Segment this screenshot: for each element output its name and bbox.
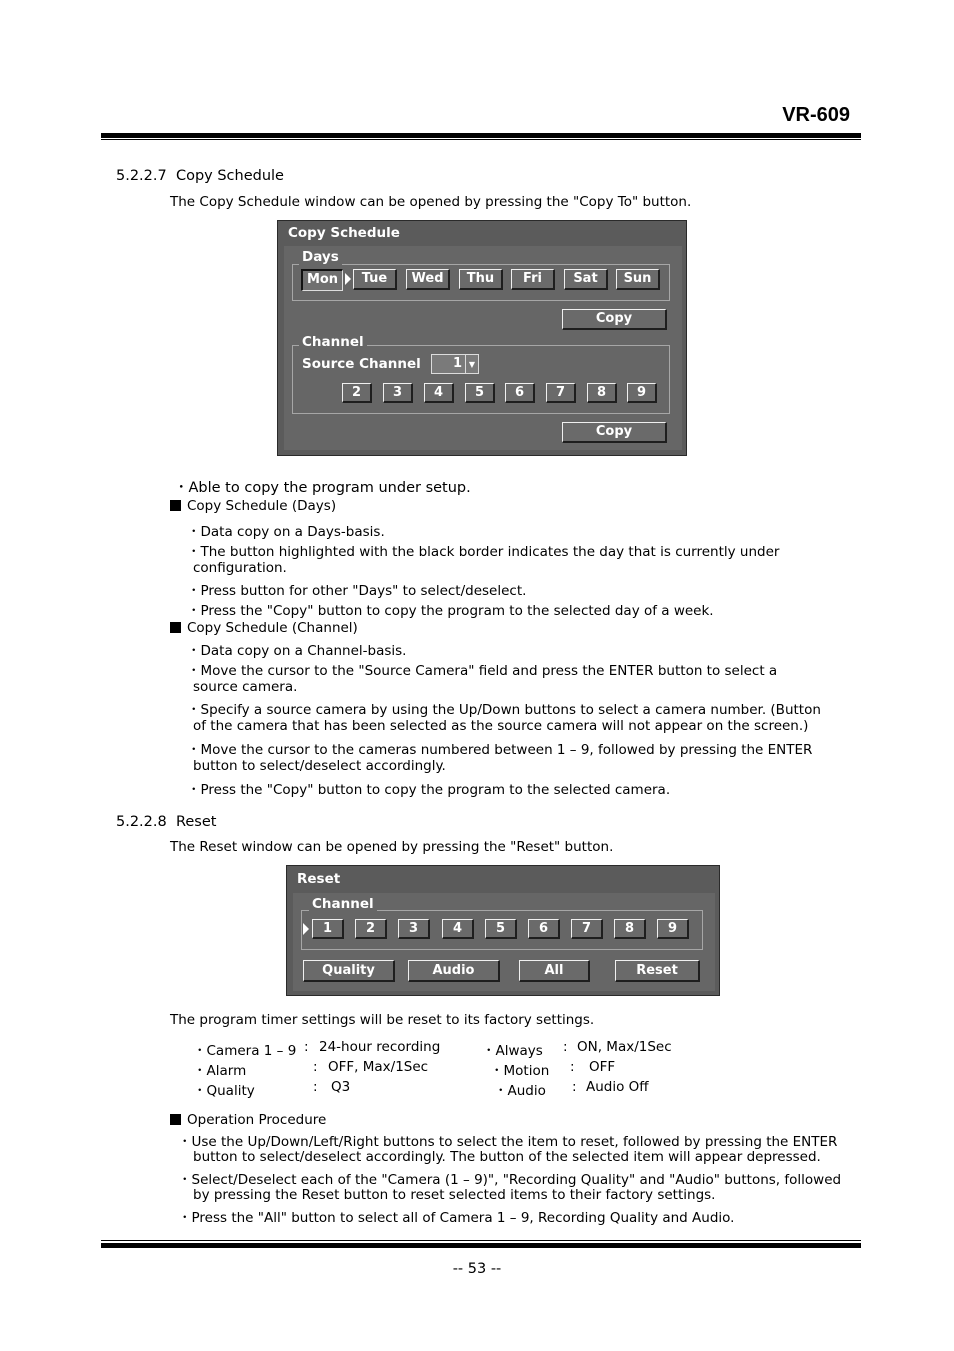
channel-button-7[interactable]: 7 [546,383,576,403]
channel-button-9[interactable]: 9 [627,383,657,403]
section-number: 5.2.2.7 [116,168,167,184]
default-value: OFF [589,1059,616,1075]
reset-channel-button-8[interactable]: 8 [614,919,646,939]
day-button-mon[interactable]: Mon [301,269,343,291]
procedure-line: ・Use the Up/Down/Left/Right buttons to select the item to reset, followed by pressing the ENTER [178,1134,838,1150]
channel-button-8[interactable]: 8 [587,383,617,403]
day-button-thu[interactable]: Thu [459,269,503,290]
days-bullet: ・The button highlighted with the black border indicates the day that is currently under [187,544,780,560]
reset-channel-button-5[interactable]: 5 [485,919,517,939]
days-bullet: ・Press the "Copy" button to copy the program to the selected day of a week. [187,603,714,619]
channel-bullet: ・Specify a source camera by using the Up/Down buttons to select a camera number. (Button [187,702,821,718]
section-title: Reset [175,814,217,830]
default-value: Q3 [331,1079,351,1095]
copy-schedule-dialog [277,220,687,456]
days-heading: Copy Schedule (Days) [170,498,336,514]
reset-channel-button-3[interactable]: 3 [398,919,430,939]
default-separator: : [570,1059,575,1075]
channel-bullet: source camera. [193,679,298,695]
default-name: ・Motion [490,1063,550,1079]
days-bullet: configuration. [193,560,287,576]
square-bullet-icon [170,500,181,511]
section-heading-reset [116,814,216,830]
reset-button[interactable]: Reset [615,960,700,982]
current-day-pointer-icon [345,273,351,285]
square-bullet-icon [170,1114,181,1125]
default-separator: : [563,1039,568,1055]
source-channel-value: 1 [452,356,462,371]
channel-button-2[interactable]: 2 [342,383,372,403]
day-button-wed[interactable]: Wed [406,269,450,290]
default-name: ・Always [482,1043,543,1059]
day-button-tue[interactable]: Tue [353,269,397,290]
procedure-line: by pressing the Reset button to reset selected items to their factory settings. [193,1187,716,1203]
quality-button[interactable]: Quality [303,960,395,982]
reset-channel-button-1[interactable]: 1 [312,919,344,939]
reset-intro: The Reset window can be opened by pressing the "Reset" button. [170,839,614,855]
days-bullet: ・Press button for other "Days" to select/deselect. [187,583,527,599]
channel-button-4[interactable]: 4 [424,383,454,403]
dropdown-arrow-icon: ▼ [465,355,478,373]
page-number: -- 53 -- [452,1261,502,1277]
dialog-title: Copy Schedule [288,225,400,241]
channel-group-label: Channel [299,334,367,350]
source-channel-label: Source Channel [302,356,421,372]
reset-channel-button-7[interactable]: 7 [571,919,603,939]
channel-bullet: of the camera that has been selected as the source camera will not appear on the screen.) [193,718,809,734]
dialog-title: Reset [297,871,341,887]
channel-button-6[interactable]: 6 [505,383,535,403]
default-separator: : [313,1079,318,1095]
channel-bullet: ・Press the "Copy" button to copy the program to the selected camera. [187,782,671,798]
reset-channel-button-2[interactable]: 2 [355,919,387,939]
day-button-sun[interactable]: Sun [616,269,660,290]
footer-rule-thick [101,1243,861,1248]
section-number: 5.2.2.8 [116,814,167,830]
square-bullet-icon [170,622,181,633]
default-name: ・Camera 1 – 9 [193,1043,297,1059]
days-bullet: ・Data copy on a Days-basis. [187,524,385,540]
reset-dialog [286,865,720,996]
procedure-heading: Operation Procedure [170,1112,326,1128]
channel-bullet: ・Move the cursor to the "Source Camera" field and press the ENTER button to select a [187,663,778,679]
default-separator: : [313,1059,318,1075]
source-channel-select[interactable] [431,354,479,374]
default-value: ON, Max/1Sec [577,1039,672,1055]
default-name: ・Alarm [193,1063,247,1079]
copy-channel-button[interactable]: Copy [562,422,667,443]
channel-bullet: ・Data copy on a Channel-basis. [187,643,407,659]
default-value: Audio Off [586,1079,649,1095]
days-group-label: Days [299,249,342,265]
day-button-fri[interactable]: Fri [511,269,555,290]
default-separator: : [304,1039,309,1055]
channel-button-5[interactable]: 5 [465,383,495,403]
channel-bullet: button to select/deselect accordingly. [193,758,446,774]
copy-schedule-intro: The Copy Schedule window can be opened by pressing the "Copy To" button. [170,194,692,210]
default-value: 24-hour recording [319,1039,441,1055]
document-model-title: VR-609 [782,104,850,126]
day-button-sat[interactable]: Sat [564,269,608,290]
channel-group-label: Channel [309,896,377,912]
cursor-pointer-icon [303,923,309,935]
audio-button[interactable]: Audio [408,960,500,982]
channel-button-3[interactable]: 3 [383,383,413,403]
header-rule-thin [101,139,861,140]
able-note: ・Able to copy the program under setup. [174,480,471,496]
default-name: ・Quality [193,1083,255,1099]
footer-rule-thin [101,1240,861,1241]
procedure-line: ・Press the "All" button to select all of Camera 1 – 9, Recording Quality and Audio. [178,1210,735,1226]
default-separator: : [572,1079,577,1095]
channel-heading: Copy Schedule (Channel) [170,620,358,636]
procedure-line: ・Select/Deselect each of the "Camera (1 – 9)", "Recording Quality" and "Audio" buttons, followed [178,1172,842,1188]
copy-days-button[interactable]: Copy [562,309,667,330]
section-title: Copy Schedule [175,168,284,184]
header-rule-thick [101,133,861,138]
channel-bullet: ・Move the cursor to the cameras numbered between 1 – 9, followed by pressing the ENTER [187,742,813,758]
default-value: OFF, Max/1Sec [328,1059,429,1075]
reset-channel-button-9[interactable]: 9 [657,919,689,939]
reset-channel-button-4[interactable]: 4 [442,919,474,939]
section-heading-copy-schedule [116,168,284,184]
factory-settings-note: The program timer settings will be reset to its factory settings. [170,1012,595,1028]
all-button[interactable]: All [519,960,590,982]
reset-channel-button-6[interactable]: 6 [528,919,560,939]
procedure-line: button to select/deselect accordingly. The button of the selected item will appear depressed. [193,1149,821,1165]
default-name: ・Audio [494,1083,546,1099]
